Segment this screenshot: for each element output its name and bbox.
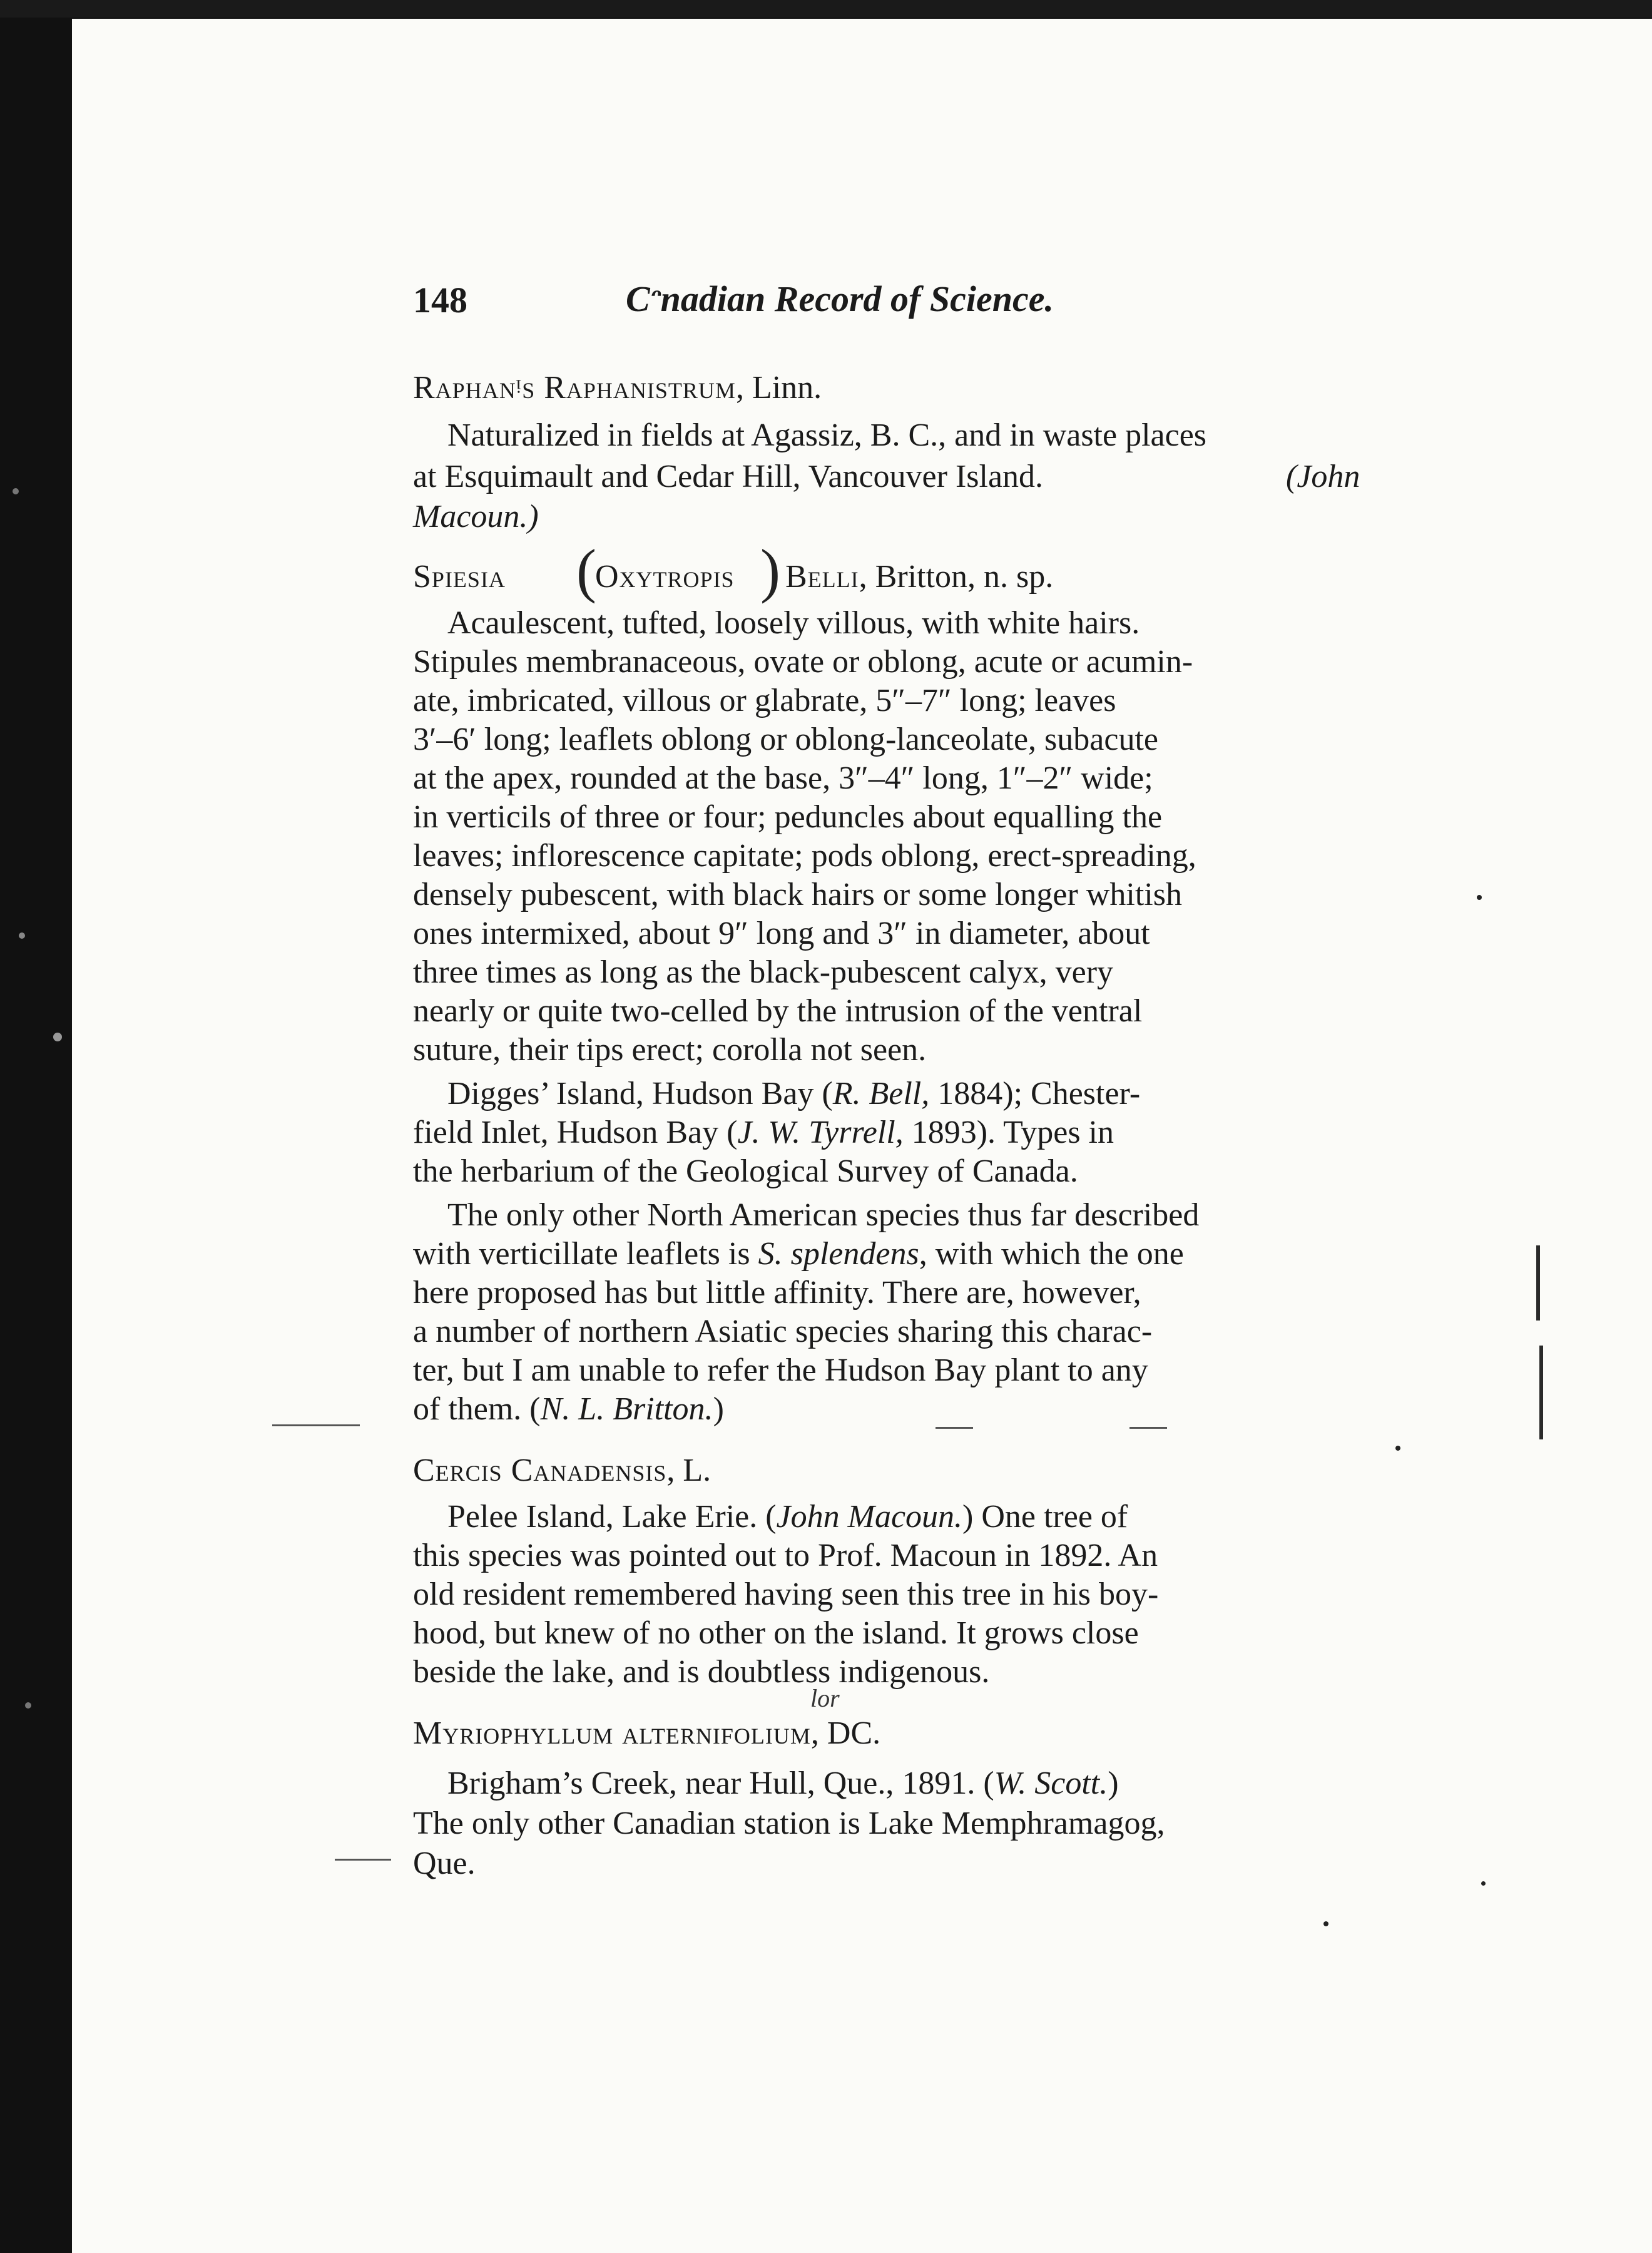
text-fragment: with verticillate leaflets is: [413, 1236, 758, 1272]
text-line: Stipules membranaceous, ovate or oblong, acute or acumin-: [413, 644, 1193, 680]
genus-alt: Oxytropis: [595, 559, 735, 595]
scan-speck: [19, 932, 25, 939]
collector: (John: [1286, 459, 1360, 494]
author-credit: N. L. Britton.: [540, 1391, 713, 1427]
scan-dash: [1129, 1427, 1167, 1429]
scan-dash: [272, 1424, 360, 1426]
text-line: densely pubescent, with black hairs or some longer whitish: [413, 877, 1182, 912]
scan-speck: [13, 488, 19, 494]
text-line: ter, but I am unable to refer the Hudson Bay plant to any: [413, 1352, 1148, 1388]
scan-speck: [53, 1033, 62, 1041]
text-line: a number of northern Asiatic species sharing this charac-: [413, 1314, 1153, 1349]
scan-speck: [1323, 1921, 1328, 1926]
text-line: ones intermixed, about 9″ long and 3″ in diameter, about: [413, 916, 1150, 951]
margin-bar: [1539, 1346, 1543, 1439]
scan-dash: [936, 1427, 973, 1429]
text-fragment: of them. (: [413, 1391, 541, 1427]
collector: John Macoun.: [776, 1499, 963, 1535]
scan-speck: [25, 1702, 31, 1709]
collector: W. Scott.: [994, 1765, 1108, 1801]
text-fragment: , with which the one: [919, 1236, 1184, 1272]
entry-heading-myriophyllum: [413, 1715, 880, 1752]
text-line: old resident remembered having seen this tree in his boy-: [413, 1576, 1159, 1612]
text-line: here proposed has but little affinity. There are, however,: [413, 1275, 1141, 1310]
collector: R. Bell,: [832, 1076, 930, 1111]
scan-speck: [1477, 895, 1482, 900]
text-line: suture, their tips erect; corolla not seen.: [413, 1032, 927, 1068]
authority: , Britton, n. sp.: [859, 559, 1054, 595]
document-page: [72, 19, 1652, 2253]
year: 1893). Types in: [903, 1115, 1114, 1150]
text-line: Que.: [413, 1846, 476, 1881]
text-line: leaves; inflorescence capitate; pods oblong, erect-spreading,: [413, 838, 1196, 874]
journal-title: Cᵔnadian Record of Science.: [626, 278, 1054, 319]
running-title: [626, 280, 1054, 318]
scan-dash: [335, 1859, 391, 1861]
text-line: ate, imbricated, villous or glabrate, 5″–7″ long; leaves: [413, 683, 1116, 718]
handwritten-paren-right: ): [760, 537, 780, 604]
text-line: beside the lake, and is doubtless indigenous.: [413, 1654, 990, 1690]
species-name: Myriophyllum alternifolium: [413, 1715, 811, 1751]
bracketed-genus: [595, 558, 735, 596]
text-line: Acaulescent, tufted, loosely villous, with white hairs.: [447, 605, 1140, 641]
text-line: 3′–6′ long; leaflets oblong or oblong-lanceolate, subacute: [413, 722, 1158, 757]
text-line: [413, 1235, 1184, 1273]
margin-bar: [1536, 1245, 1540, 1321]
entry-heading-spiesia: [413, 558, 506, 596]
text-line: nearly or quite two-celled by the intrusion of the ventral: [413, 993, 1143, 1029]
collector: J. W. Tyrrell,: [737, 1115, 904, 1150]
text-fragment: ): [1108, 1765, 1119, 1801]
locality: field Inlet, Hudson Bay (: [413, 1115, 738, 1150]
species-epithet: Belli: [785, 559, 859, 595]
text-fragment: ) One tree of: [962, 1499, 1128, 1535]
species-name: Cercis Canadensis: [413, 1453, 667, 1488]
text-line: in verticils of three or four; peduncles about equalling the: [413, 799, 1163, 835]
species-name: Raphanᵎs Raphanistrum: [413, 370, 736, 406]
authority: , L.: [666, 1453, 711, 1488]
locality-line: [413, 1114, 1114, 1152]
authority: , Linn.: [735, 370, 822, 406]
text-line: Naturalized in fields at Agassiz, B. C., and in waste places: [447, 417, 1207, 453]
scan-speck: [1395, 1446, 1400, 1451]
species-line: [785, 558, 1053, 596]
handwritten-paren-left: (: [576, 537, 596, 604]
entry-heading-raphanus: [413, 369, 822, 407]
genus-name: Spiesia: [413, 559, 506, 595]
text-line: hood, but knew of no other on the island. It grows close: [413, 1615, 1139, 1651]
authority: , DC.: [810, 1715, 881, 1751]
text-line: [447, 1498, 1128, 1536]
locality: Digges’ Island, Hudson Bay (: [447, 1076, 833, 1111]
text-line: at the apex, rounded at the base, 3″–4″ long, 1″–2″ wide;: [413, 760, 1153, 796]
page-number: 148: [413, 280, 467, 320]
text-line: [413, 1391, 724, 1428]
species-ref: S. splendens: [758, 1236, 919, 1272]
text-line: The only other Canadian station is Lake Memphramagog,: [413, 1806, 1165, 1841]
scan-border-top: [0, 0, 1652, 18]
text-line: this species was pointed out to Prof. Macoun in 1892. An: [413, 1538, 1158, 1573]
scan-speck: [1481, 1881, 1486, 1886]
text-line: the herbarium of the Geological Survey of Canada.: [413, 1153, 1078, 1189]
text-fragment: ): [713, 1391, 724, 1427]
locality-line: [447, 1075, 1140, 1113]
year: 1884); Chester-: [929, 1076, 1141, 1111]
text-fragment: Brigham’s Creek, near Hull, Que., 1891. (: [447, 1765, 994, 1801]
entry-heading-cercis: [413, 1452, 711, 1489]
collector: Macoun.): [413, 499, 539, 534]
text-line: at Esquimault and Cedar Hill, Vancouver Island.: [413, 459, 1044, 494]
handwritten-correction: lor: [810, 1684, 840, 1712]
text-line: The only other North American species thus far described: [447, 1197, 1200, 1233]
text-line: three times as long as the black-pubescent calyx, very: [413, 954, 1114, 990]
text-fragment: Pelee Island, Lake Erie. (: [447, 1499, 777, 1535]
running-head: [413, 282, 467, 319]
text-line: [447, 1765, 1119, 1802]
